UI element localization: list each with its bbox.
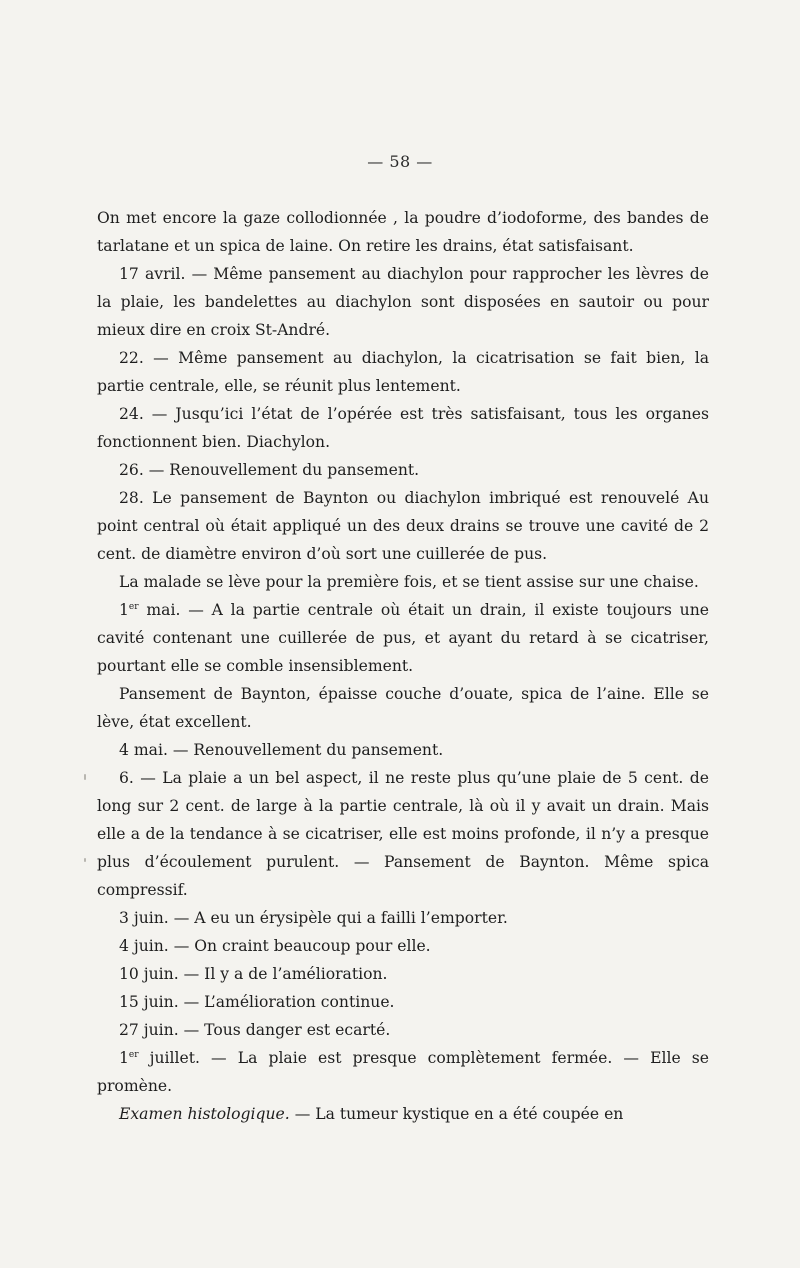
paragraph-text: 6. — La plaie a un bel aspect, il ne reste plus qu’une plaie de 5 cent. de long sur 2 cent. de large à la partie centrale, là où il y avait un drain. Mais elle a de la tendance à se cicatriser, elle est moins profonde, il n’y a presque plus d’écoulement purulent. — Pansement de Baynton. Même spica compressif.	[97, 769, 709, 899]
paragraph	[97, 1044, 709, 1100]
paragraph-text: 17 avril. — Même pansement au diachylon pour rapprocher les lèvres de la plaie, les bandelettes au diachylon sont disposées en sautoir ou pour mieux dire en croix St-André.	[97, 265, 709, 339]
paragraph	[97, 764, 709, 904]
paragraph	[97, 484, 709, 568]
ordinal-superscript: er	[128, 1049, 139, 1060]
paragraph-text: 4 mai. — Renouvellement du pansement.	[119, 741, 444, 759]
paragraph-text: mai. — A la partie centrale où était un drain, il existe toujours une cavité contenant une cuillerée de pus, et ayant du retard à se cicatriser, pourtant elle se comble insensiblement.	[97, 601, 709, 675]
paragraph	[97, 960, 709, 988]
paragraph	[97, 1100, 709, 1128]
paragraph	[97, 260, 709, 344]
paragraph	[97, 680, 709, 736]
date-number: 1	[119, 601, 129, 619]
paragraph-text: La malade se lève pour la première fois, et se tient assise sur une chaise.	[119, 573, 699, 591]
paragraph-text: juillet. — La plaie est presque complètement fermée. — Elle se promène.	[97, 1049, 709, 1095]
ordinal-superscript: er	[128, 601, 139, 612]
paragraph	[97, 456, 709, 484]
paragraph	[97, 988, 709, 1016]
body-text	[97, 204, 709, 1128]
page-number: — 58 —	[367, 152, 433, 171]
paragraph-text: 4 juin. — On craint beaucoup pour elle.	[119, 937, 431, 955]
paragraph-text: 10 juin. — Il y a de l’amélioration.	[119, 965, 388, 983]
paragraph-text: Pansement de Baynton, épaisse couche d’ouate, spica de l’aine. Elle se lève, état excellent.	[97, 685, 709, 731]
paragraph	[97, 344, 709, 400]
paragraph	[97, 400, 709, 456]
paragraph	[97, 736, 709, 764]
paragraph-text: 3 juin. — A eu un érysipèle qui a failli l’emporter.	[119, 909, 508, 927]
paper-speck	[84, 858, 86, 862]
section-heading-italic: Examen histologique.	[119, 1105, 290, 1123]
date-number: 1	[119, 1049, 129, 1067]
paragraph-text: — La tumeur kystique en a été coupée en	[289, 1105, 624, 1123]
paragraph	[97, 932, 709, 960]
paragraph-text: 26. — Renouvellement du pansement.	[119, 461, 420, 479]
paragraph	[97, 1016, 709, 1044]
paragraph-text: 24. — Jusqu’ici l’état de l’opérée est très satisfaisant, tous les organes fonctionnent bien. Diachylon.	[97, 405, 709, 451]
paragraph-text: 27 juin. — Tous danger est ecarté.	[119, 1021, 391, 1039]
paper-speck	[84, 774, 86, 780]
paragraph	[97, 904, 709, 932]
paragraph	[97, 596, 709, 680]
paragraph-text: On met encore la gaze collodionnée , la poudre d’iodoforme, des bandes de tarlatane et un spica de laine. On retire les drains, état satisfaisant.	[97, 209, 709, 255]
paragraph-text: 22. — Même pansement au diachylon, la cicatrisation se fait bien, la partie centrale, elle, se réunit plus lentement.	[97, 349, 709, 395]
paragraph	[97, 568, 709, 596]
paragraph-text: 28. Le pansement de Baynton ou diachylon imbriqué est renouvelé Au point central où était appliqué un des deux drains se trouve une cavité de 2 cent. de diamètre environ d’où sort une cuillerée de pus.	[97, 489, 709, 563]
paragraph	[97, 204, 709, 260]
paragraph-text: 15 juin. — L’amélioration continue.	[119, 993, 395, 1011]
